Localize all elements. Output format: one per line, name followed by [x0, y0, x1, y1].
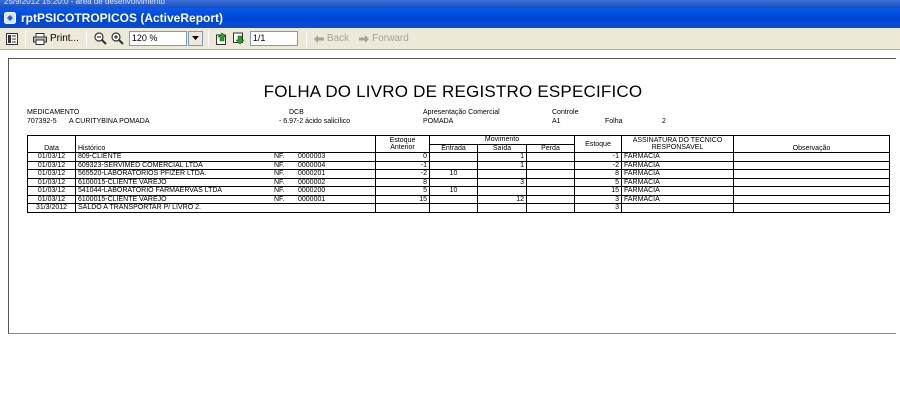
cell-nf-number: 0000200 [298, 187, 326, 195]
footer-estoque: 3 [575, 204, 622, 213]
cell-estoque-anterior: 0 [376, 153, 430, 162]
zoom-in-icon [111, 32, 124, 45]
cell-observacao [734, 170, 890, 179]
cell-estoque: 8 [575, 170, 622, 179]
cell-data: 01/03/12 [28, 161, 76, 170]
cell-nf: NF. [274, 153, 285, 161]
cell-assinatura: FARMACIA [622, 153, 734, 162]
cell-data: 01/03/12 [28, 187, 76, 196]
cell-assinatura: FARMACIA [622, 187, 734, 196]
header-estoque-anterior-line1: Estoque [389, 137, 416, 144]
cell-observacao [734, 195, 890, 204]
table-row [28, 153, 890, 162]
top-strip [0, 0, 900, 8]
cell-historico [76, 161, 376, 170]
toolbar-separator [208, 31, 209, 47]
cell-saida: 3 [478, 178, 527, 187]
app-icon [4, 12, 16, 24]
cell-assinatura: FARMACIA [622, 170, 734, 179]
header-data: Data [28, 136, 76, 153]
header-assinatura [622, 136, 734, 153]
toolbar-menu-button[interactable] [4, 30, 20, 48]
table-header-row [28, 136, 890, 145]
table-row [28, 178, 890, 187]
report-page [8, 58, 896, 334]
forward-arrow-icon [359, 35, 369, 43]
cell-saida: 12 [478, 195, 527, 204]
cell-estoque: 15 [575, 187, 622, 196]
medicamento-name: A CURITYBINA POMADA [69, 118, 150, 125]
back-label: Back [326, 33, 350, 44]
cell-data: 01/03/12 [28, 153, 76, 162]
cell-data: 01/03/12 [28, 195, 76, 204]
cell-perda [527, 153, 575, 162]
cell-perda [527, 178, 575, 187]
forward-button[interactable] [357, 30, 411, 48]
print-button[interactable] [31, 30, 81, 48]
cell-nf-number: 0000002 [298, 178, 326, 186]
cell-observacao [734, 178, 890, 187]
cell-nf-number: 0000003 [298, 153, 326, 161]
header-assinatura-line2: RESPONSAVEL [651, 144, 704, 151]
header-perda: Perda [527, 144, 575, 153]
cell-assinatura: FARMACIA [622, 195, 734, 204]
cell-historico-text: 609323-SERVIMED COMERCIAL LTDA [78, 161, 203, 169]
cell-nf: NF. [274, 161, 285, 169]
cell-assinatura: FARMACIA [622, 178, 734, 187]
print-icon [33, 33, 47, 45]
footer-empty [376, 204, 430, 213]
cell-historico [76, 187, 376, 196]
title-bar [0, 8, 900, 28]
cell-perda [527, 187, 575, 196]
report-viewer[interactable] [0, 50, 900, 409]
cell-nf: NF. [274, 170, 285, 178]
footer-historico: SALDO A TRANSPORTAR P/ LIVRO 2. [76, 204, 376, 213]
footer-data: 31/3/2012 [28, 204, 76, 213]
cell-entrada [430, 161, 478, 170]
cell-entrada [430, 153, 478, 162]
cell-nf: NF. [274, 178, 285, 186]
cell-estoque: -1 [575, 153, 622, 162]
medicamento-label: MEDICAMENTO [27, 109, 80, 116]
cell-historico-text: 565520-LABORATORIOS PFIZER LTDA. [78, 170, 207, 178]
cell-saida: 1 [478, 153, 527, 162]
header-movimento: Movimento [430, 136, 575, 145]
controle-label: Controle [552, 109, 579, 116]
cell-estoque: -2 [575, 161, 622, 170]
cell-historico-text: 809-CLIENTE [78, 153, 122, 161]
header-estoque: Estoque [575, 136, 622, 153]
cell-saida [478, 170, 527, 179]
cell-historico-text: 6100015-CLIENTE VAREJO [78, 178, 167, 186]
cell-assinatura: FARMACIA [622, 161, 734, 170]
cell-saida [478, 187, 527, 196]
toolbar [0, 28, 900, 50]
cell-data: 01/03/12 [28, 178, 76, 187]
table-footer-row [28, 204, 890, 213]
cell-nf-number: 0000001 [298, 195, 326, 203]
print-label: Print... [50, 33, 79, 44]
footer-empty [734, 204, 890, 213]
cell-historico [76, 170, 376, 179]
cell-estoque-anterior: -1 [376, 161, 430, 170]
cell-historico [76, 195, 376, 204]
cell-perda [527, 170, 575, 179]
footer-empty [622, 204, 734, 213]
top-strip-text: 25/9/2012 15:20:0 - area de desenvolvimento [4, 0, 166, 6]
window-title: rptPSICOTROPICOS (ActiveReport) [21, 11, 224, 25]
cell-nf-number: 0000004 [298, 161, 326, 169]
cell-estoque-anterior: 8 [376, 178, 430, 187]
zoom-dropdown-button[interactable] [188, 31, 203, 46]
zoom-in-button[interactable] [109, 30, 126, 48]
dropdown-icon [192, 36, 199, 41]
toolbar-menu-icon [6, 33, 18, 45]
cell-observacao [734, 187, 890, 196]
apresentacao-value: POMADA [423, 118, 454, 125]
folha-label: Folha [605, 118, 623, 125]
next-page-button[interactable] [231, 30, 248, 48]
toolbar-separator [306, 31, 307, 47]
page-number-input[interactable]: 1/1 [250, 31, 298, 46]
back-button[interactable] [312, 30, 351, 48]
cell-entrada: 10 [430, 187, 478, 196]
cell-entrada [430, 178, 478, 187]
header-estoque-anterior-line2: Anterior [390, 144, 415, 151]
header-entrada: Entrada [430, 144, 478, 153]
cell-historico-text: 541044-LABORATORIO FARMAERVAS LTDA [78, 187, 223, 195]
apresentacao-label: Apresentação Comercial [423, 109, 500, 116]
zoom-select[interactable]: 120 % [129, 31, 187, 46]
header-historico: Histórico [76, 136, 376, 153]
dcb-value: - 6.97-2 ácido salicílico [279, 118, 351, 125]
report-title: FOLHA DO LIVRO DE REGISTRO ESPECIFICO [263, 82, 643, 101]
header-estoque-anterior [376, 136, 430, 153]
forward-label: Forward [372, 33, 409, 44]
header-observacao: Observação [734, 136, 890, 153]
zoom-out-icon [94, 32, 107, 45]
zoom-out-button[interactable] [92, 30, 109, 48]
cell-data: 01/03/12 [28, 170, 76, 179]
cell-estoque-anterior: 5 [376, 187, 430, 196]
table-row [28, 195, 890, 204]
cell-historico [76, 153, 376, 162]
header-saida: Saída [478, 144, 527, 153]
cell-perda [527, 161, 575, 170]
cell-estoque-anterior: 15 [376, 195, 430, 204]
table-row [28, 161, 890, 170]
registro-table [27, 135, 890, 213]
footer-empty [527, 204, 575, 213]
cell-entrada [430, 195, 478, 204]
back-arrow-icon [314, 35, 324, 43]
cell-entrada: 10 [430, 170, 478, 179]
cell-historico-text: 6100015-CLIENTE VAREJO [78, 195, 167, 203]
cell-observacao [734, 153, 890, 162]
footer-empty [430, 204, 478, 213]
cell-saida: 1 [478, 161, 527, 170]
toolbar-separator [86, 31, 87, 47]
next-page-icon [233, 32, 246, 45]
medicamento-code: 707392-5 [27, 118, 57, 125]
cell-observacao [734, 161, 890, 170]
table-row [28, 187, 890, 196]
cell-perda [527, 195, 575, 204]
cell-nf: NF. [274, 195, 285, 203]
header-assinatura-line1: ASSINATURA DO TECNICO [632, 137, 723, 144]
prev-page-button[interactable] [214, 30, 231, 48]
dcb-label: DCB [289, 109, 304, 116]
footer-empty [478, 204, 527, 213]
prev-page-icon [216, 32, 229, 45]
cell-nf-number: 0000201 [298, 170, 326, 178]
toolbar-separator [25, 31, 26, 47]
folha-value: 2 [662, 118, 666, 125]
controle-value: A1 [552, 118, 561, 125]
table-row [28, 170, 890, 179]
cell-estoque-anterior: -2 [376, 170, 430, 179]
cell-estoque: 5 [575, 178, 622, 187]
cell-estoque: 3 [575, 195, 622, 204]
cell-historico [76, 178, 376, 187]
cell-nf: NF. [274, 187, 285, 195]
